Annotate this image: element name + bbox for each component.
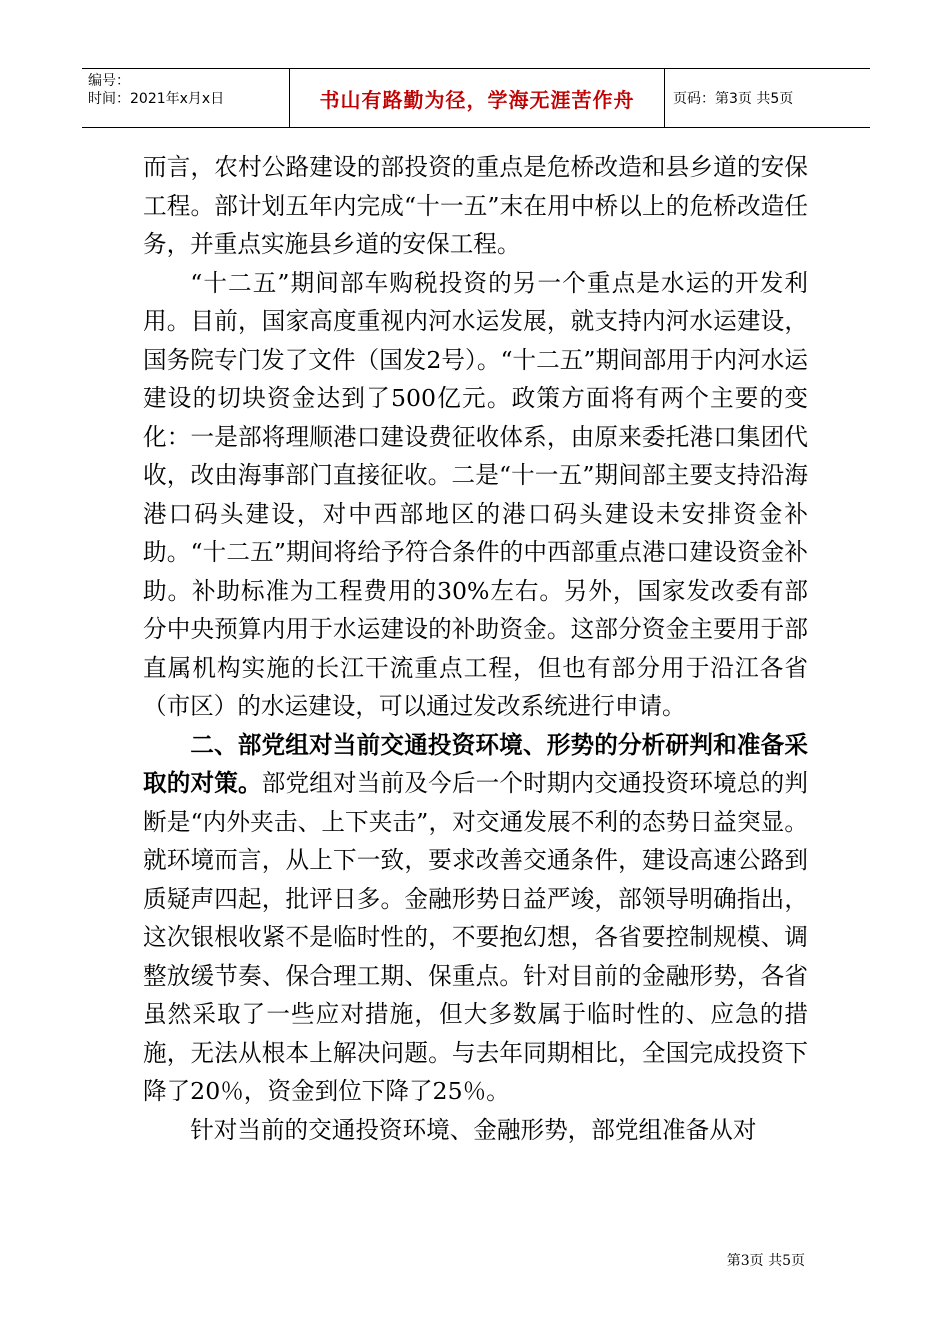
- section-heading: 二、部党组对当前交通投资环境、形势的分析研判和准备采取的对策。: [143, 730, 808, 797]
- paragraph-3: [143, 726, 808, 1111]
- document-body: [143, 148, 808, 1149]
- paragraph-2: “十二五”期间部车购税投资的另一个重点是水运的开发利用。目前，国家高度重视内河水运发展，就支持内河水运建设，国务院专门发了文件（国发2号）。“十二五”期间部用于内河水运建设的切块资金达到了500亿元。政策方面将有两个主要的变化：一是部将理顺港口建设费征收体系，由原来委托港口集团代收，改由海事部门直接征收。二是“十一五”期间部主要支持沿海港口码头建设，对中西部地区的港口码头建设未安排资金补助。“十二五”期间将给予符合条件的中西部重点港口建设资金补助。补助标准为工程费用的30%左右。另外，国家发改委有部分中央预算内用于水运建设的补助资金。这部分资金主要用于部直属机构实施的长江干流重点工程，但也有部分用于沿江各省（市区）的水运建设，可以通过发改系统进行申请。: [143, 268, 808, 720]
- header-motto: 书山有路勤为径，学海无涯苦作舟: [290, 69, 665, 127]
- header-meta: [82, 69, 290, 127]
- paragraph-3-text: 部党组对当前及今后一个时期内交通投资环境总的判断是“内外夹击、上下夹击”，对交通发展不利的态势日益突显。就环境而言，从上下一致，要求改善交通条件，建设高速公路到质疑声四起，批评日多。金融形势日益严竣，部领导明确指出，这次银根收紧不是临时性的，不要抱幻想，各省要控制规模、调整放缓节奏、保合理工期、保重点。针对目前的金融形势，各省虽然采取了一些应对措施，但大多数属于临时性的、应急的措施，无法从根本上解决问题。与去年同期相比，全国完成投资下降了20％，资金到位下降了25％。: [143, 769, 809, 1105]
- paragraph-4: 针对当前的交通投资环境、金融形势，部党组准备从对: [190, 1115, 757, 1144]
- header-page-number: 页码：第3页 共5页: [673, 91, 794, 107]
- page-header: [82, 68, 870, 128]
- paragraph-1: 而言，农村公路建设的部投资的重点是危桥改造和县乡道的安保工程。部计划五年内完成“十一五”末在用中桥以上的危桥改造任务，并重点实施县乡道的安保工程。: [143, 153, 808, 258]
- document-number: 编号：: [88, 73, 130, 89]
- document-time: 时间：2021年x月x日: [88, 91, 225, 107]
- page-footer: 第3页 共5页: [726, 1253, 805, 1269]
